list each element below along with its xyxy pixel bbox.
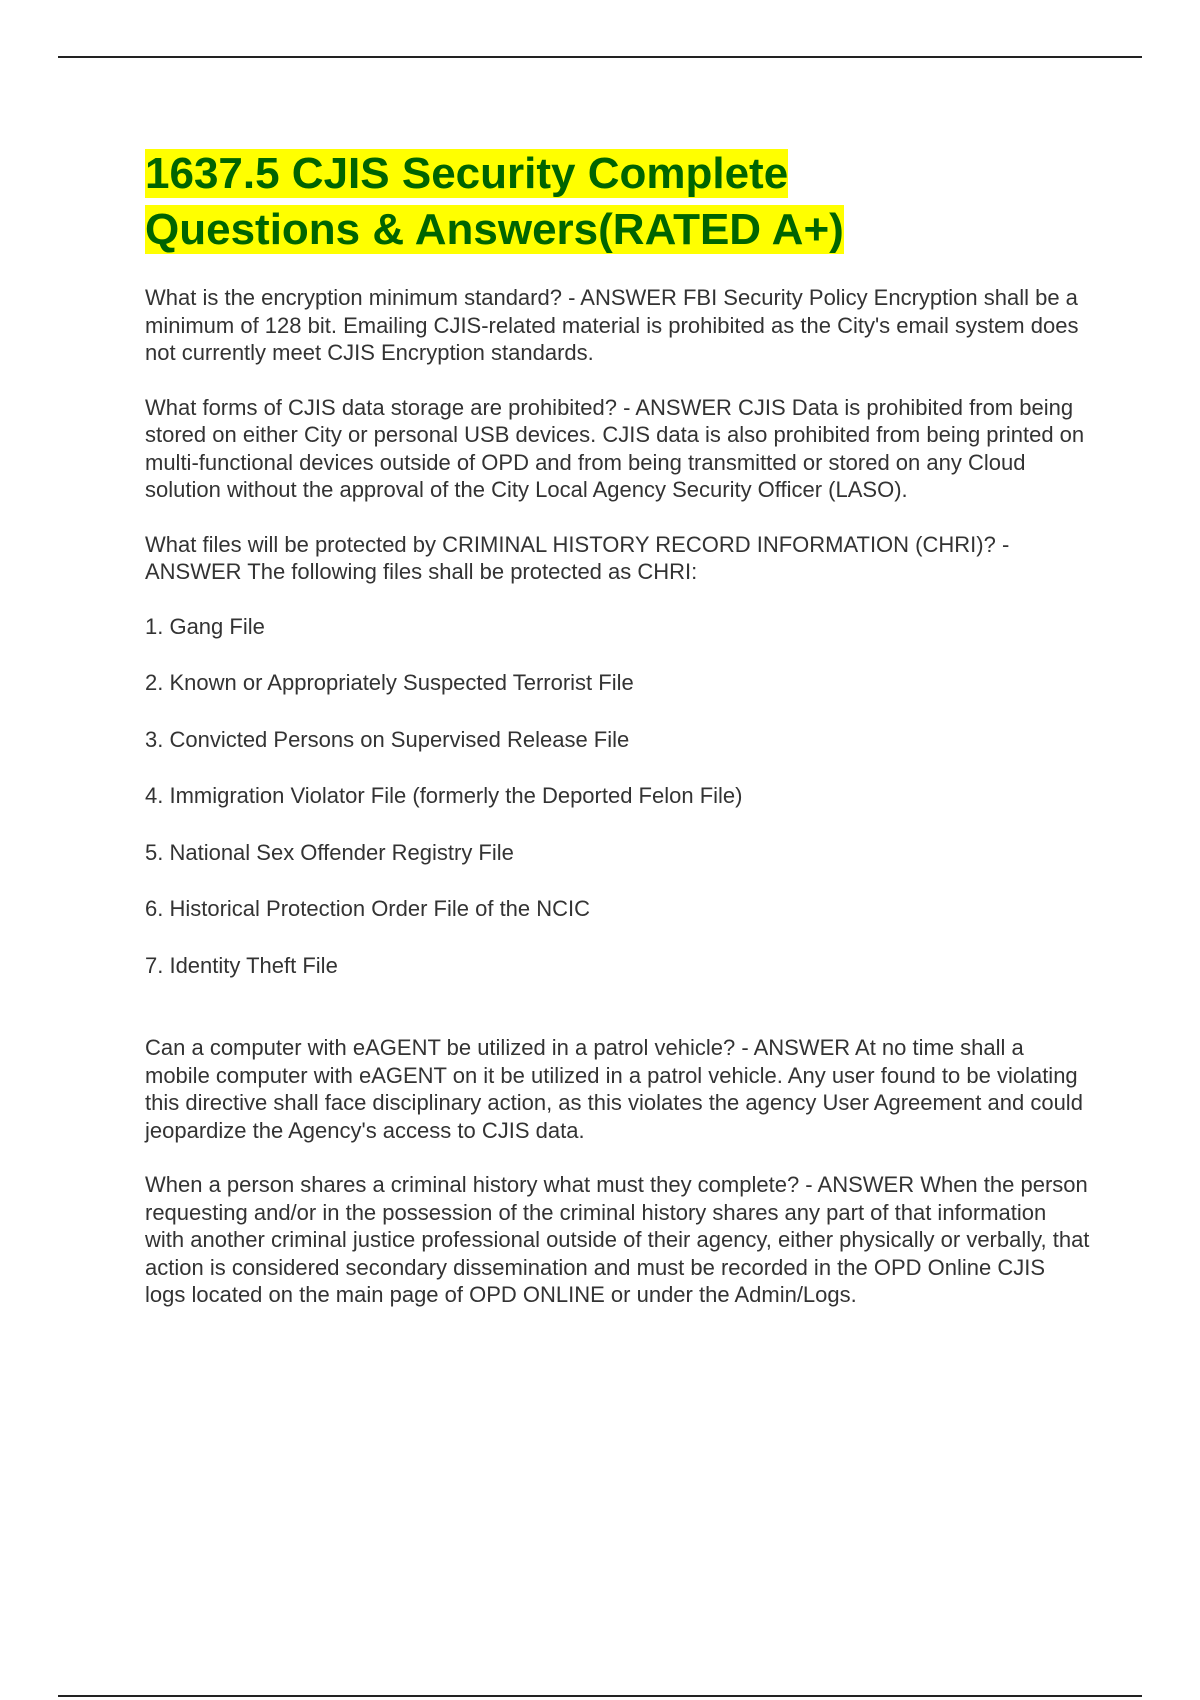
qa-eagent-patrol-vehicle: Can a computer with eAGENT be utilized in a patrol vehicle? - ANSWER At no time shall a mobile computer with eAGENT on it be utilized in a patrol vehicle. Any user found to be violating this directive shall face disciplinary action, as this violates the agency User Agreement and could jeopardize the Agency's access to CJIS data. xyxy=(145,1035,1083,1143)
qa-chri-protected-files: What files will be protected by CRIMINAL HISTORY RECORD INFORMATION (CHRI)? - ANSWER The following files shall be protected as CHRI: xyxy=(145,531,1010,584)
list-item: 6. Historical Protection Order File of the NCIC xyxy=(145,896,591,921)
list-item: 4. Immigration Violator File (formerly the Deported Felon File) xyxy=(145,783,743,808)
list-item: 1. Gang File xyxy=(145,613,265,639)
document-title xyxy=(145,146,1090,258)
document-body xyxy=(145,146,1090,1336)
chri-file-list xyxy=(145,613,1090,980)
footer-divider xyxy=(58,1695,1142,1697)
qa-prohibited-storage: What forms of CJIS data storage are prohibited? - ANSWER CJIS Data is prohibited from being stored on either City or personal USB devices. CJIS data is also prohibited from being printed on multi-functional devices outside of OPD and from being transmitted or stored on any Cloud solution without the approval of the City Local Agency Security Officer (LASO). xyxy=(145,394,1085,502)
qa-encryption-standard: What is the encryption minimum standard? - ANSWER FBI Security Policy Encryption shall be a minimum of 128 bit. Emailing CJIS-related material is prohibited as the City's email system does not currently meet CJIS Encryption standards. xyxy=(145,285,1079,365)
list-item: 5. National Sex Offender Registry File xyxy=(145,839,514,865)
section-spacer xyxy=(145,1008,1090,1034)
list-item: 2. Known or Appropriately Suspected Terrorist File xyxy=(145,670,634,695)
header-divider xyxy=(58,56,1142,58)
qa-secondary-dissemination: When a person shares a criminal history what must they complete? - ANSWER When the person requesting and/or in the possession of the criminal history shares any part of that information with another criminal justice professional outside of their agency, either physically or verbally, that action is considered secondary dissemination and must be recorded in the OPD Online CJIS logs located on the main page of OPD ONLINE or under the Admin/Logs. xyxy=(145,1172,1090,1307)
list-item: 7. Identity Theft File xyxy=(145,952,338,978)
list-item: 3. Convicted Persons on Supervised Release File xyxy=(145,726,630,752)
document-title-line-2: Questions & Answers(RATED A+) xyxy=(145,205,844,254)
document-title-line-1: 1637.5 CJIS Security Complete xyxy=(145,149,789,198)
